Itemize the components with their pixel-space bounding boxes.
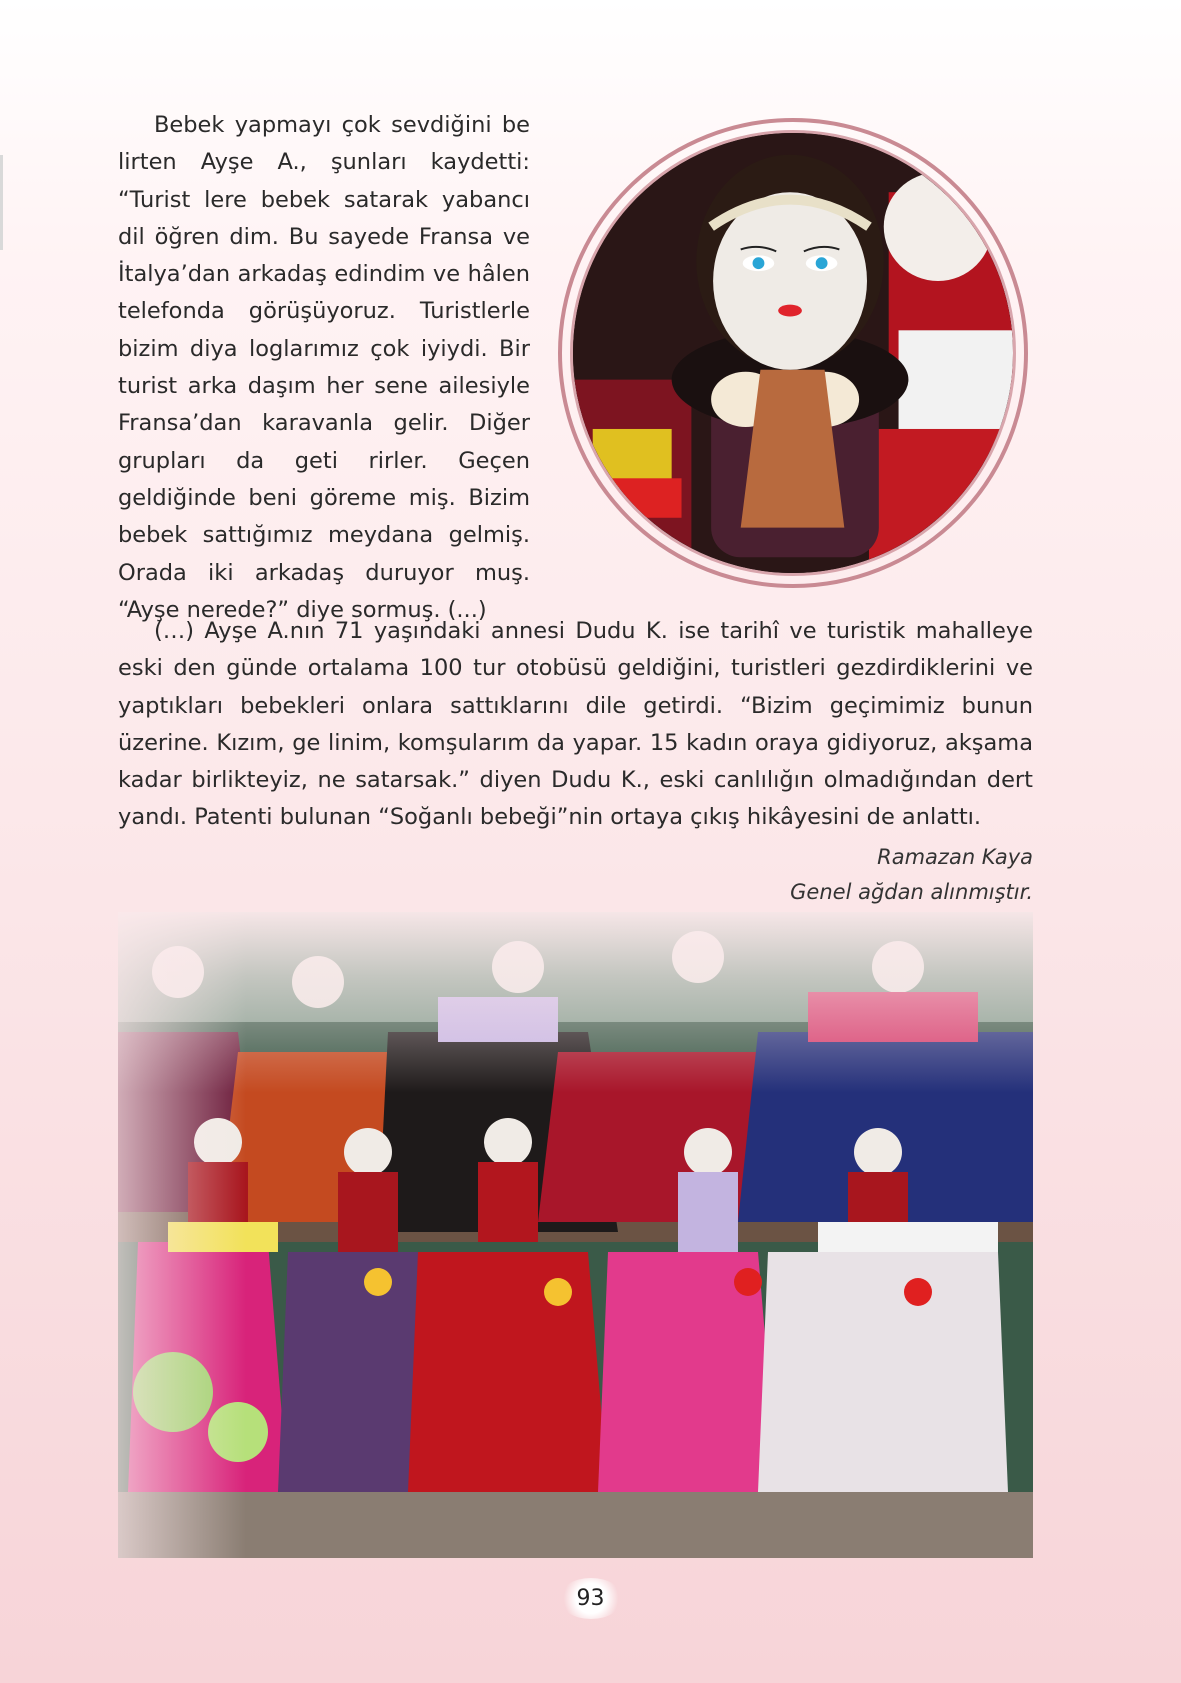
text-line: karavanla gelir. Diğer grupları da geti [118,410,530,474]
page-number [0,1578,1181,1619]
text-line: lirten Ayşe A., şunları kaydetti: “Turist [118,149,530,213]
paragraph-2 [118,613,1033,837]
text-line: lere bebek satarak yabancı dil öğren [118,186,530,250]
text-line: daşım her sene ailesiyle Fransa’dan [118,373,530,437]
text-line: miş. Bizim bebek sattığımız meydana [118,484,530,549]
source-author: Ramazan Kaya [877,845,1033,869]
text-line: loglarımız çok iyiydi. Bir turist arka [118,335,530,400]
paragraph-1 [118,107,530,629]
text-line: gelmiş. Orada iki arkadaş duruyor [118,522,530,586]
text-line: rirler. Geçen geldiğinde beni göreme [118,447,530,511]
text-line: dim. Bu sayede Fransa ve İtalya’dan [118,223,530,288]
text-line: muş. “Ayşe nerede?” diye sormuş. (...) [118,559,530,623]
text-line: (…) Ayşe A.nın 71 yaşındaki annesi Dudu K. ise tarihî ve turistik mahalleye eski [118,618,1033,682]
text-line: “Soğanlı bebeği”nin ortaya çıkış hikâyesini de anlattı. [378,804,982,831]
text-line: linim, komşularım da yapar. 15 kadın oraya gidiyoruz, akşama kadar birlikteyiz, ne [118,729,1033,794]
page-edge-mark [0,155,3,250]
text-line: satarsak.” diyen Dudu K., eski canlılığın olmadığından dert yandı. Patenti bulunan [118,767,1033,831]
text-line: Bebek yapmayı çok sevdiğini be [154,112,530,138]
text-line: den günde ortalama 100 tur otobüsü geldiğini, turistleri gezdirdiklerini ve yaptıkları [118,655,1033,719]
doll-portrait-frame [558,118,1028,588]
text-line: bebekleri onlara sattıklarını dile getirdi. “Bizim geçimimiz bunun üzerine. Kızım, ge [118,692,1034,756]
dolls-market-photo [118,912,1033,1558]
text-line: arkadaş edindim ve hâlen telefonda [118,261,530,325]
doll-portrait-photo [570,130,1016,576]
text-line: görüşüyoruz. Turistlerle bizim diya [118,298,530,362]
source-origin: Genel ağdan alınmıştır. [790,880,1033,904]
page-number-value: 93 [559,1578,623,1619]
